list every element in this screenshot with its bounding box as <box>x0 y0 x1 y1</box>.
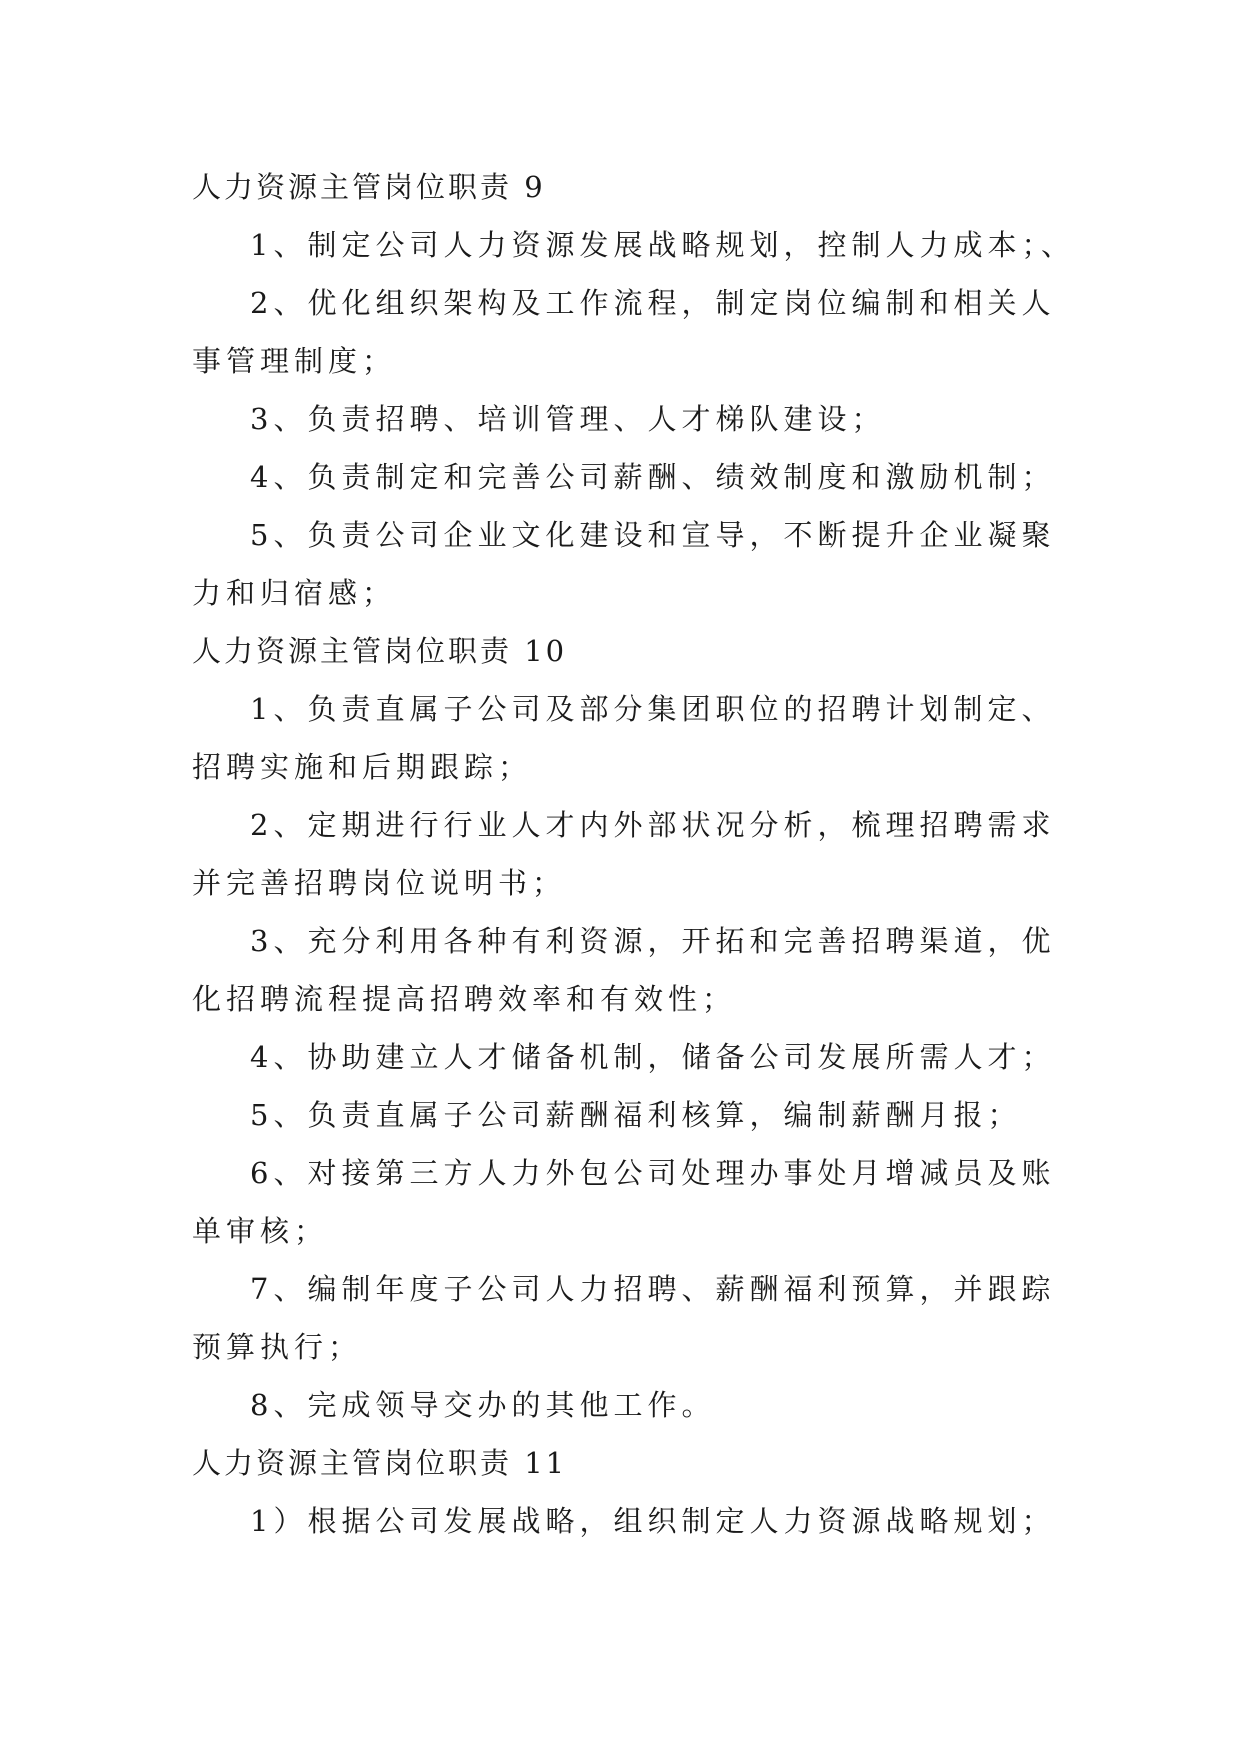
duty-item-continuation: 单审核； <box>192 1214 329 1248</box>
duty-item: 2、优化组织架构及工作流程，制定岗位编制和相关人 <box>250 286 1056 320</box>
duty-item-continuation: 力和归宿感； <box>192 576 397 610</box>
duty-item: 1、负责直属子公司及部分集团职位的招聘计划制定、 <box>250 692 1056 726</box>
duty-item: 2、定期进行行业人才内外部状况分析，梳理招聘需求 <box>250 808 1056 842</box>
duty-item: 6、对接第三方人力外包公司处理办事处月增减员及账 <box>250 1156 1056 1190</box>
duty-item-continuation: 化招聘流程提高招聘效率和有效性； <box>192 982 737 1016</box>
duty-item-continuation: 并完善招聘岗位说明书； <box>192 866 567 900</box>
duty-item: 7、编制年度子公司人力招聘、薪酬福利预算，并跟踪 <box>250 1272 1056 1306</box>
section-heading-10: 人力资源主管岗位职责 10 <box>192 634 568 668</box>
duty-item: 1、制定公司人力资源发展战略规划，控制人力成本；、 <box>250 228 1075 262</box>
duty-item-continuation: 事管理制度； <box>192 344 397 378</box>
duty-item: 4、负责制定和完善公司薪酬、绩效制度和激励机制； <box>250 460 1056 494</box>
duty-item: 8、完成领导交办的其他工作。 <box>250 1388 716 1422</box>
duty-item-continuation: 招聘实施和后期跟踪； <box>192 750 533 784</box>
duty-item: 3、负责招聘、培训管理、人才梯队建设； <box>250 402 886 436</box>
section-heading-11: 人力资源主管岗位职责 11 <box>192 1446 568 1480</box>
section-heading-9: 人力资源主管岗位职责 9 <box>192 170 546 204</box>
duty-item: 5、负责直属子公司薪酬福利核算，编制薪酬月报； <box>250 1098 1022 1132</box>
duty-item-continuation: 预算执行； <box>192 1330 363 1364</box>
document-body <box>192 158 1075 1550</box>
duty-item: 5、负责公司企业文化建设和宣导，不断提升企业凝聚 <box>250 518 1056 552</box>
duty-item: 1）根据公司发展战略，组织制定人力资源战略规划； <box>250 1504 1056 1538</box>
duty-item: 3、充分利用各种有利资源，开拓和完善招聘渠道，优 <box>250 924 1056 958</box>
duty-item: 4、协助建立人才储备机制，储备公司发展所需人才； <box>250 1040 1056 1074</box>
